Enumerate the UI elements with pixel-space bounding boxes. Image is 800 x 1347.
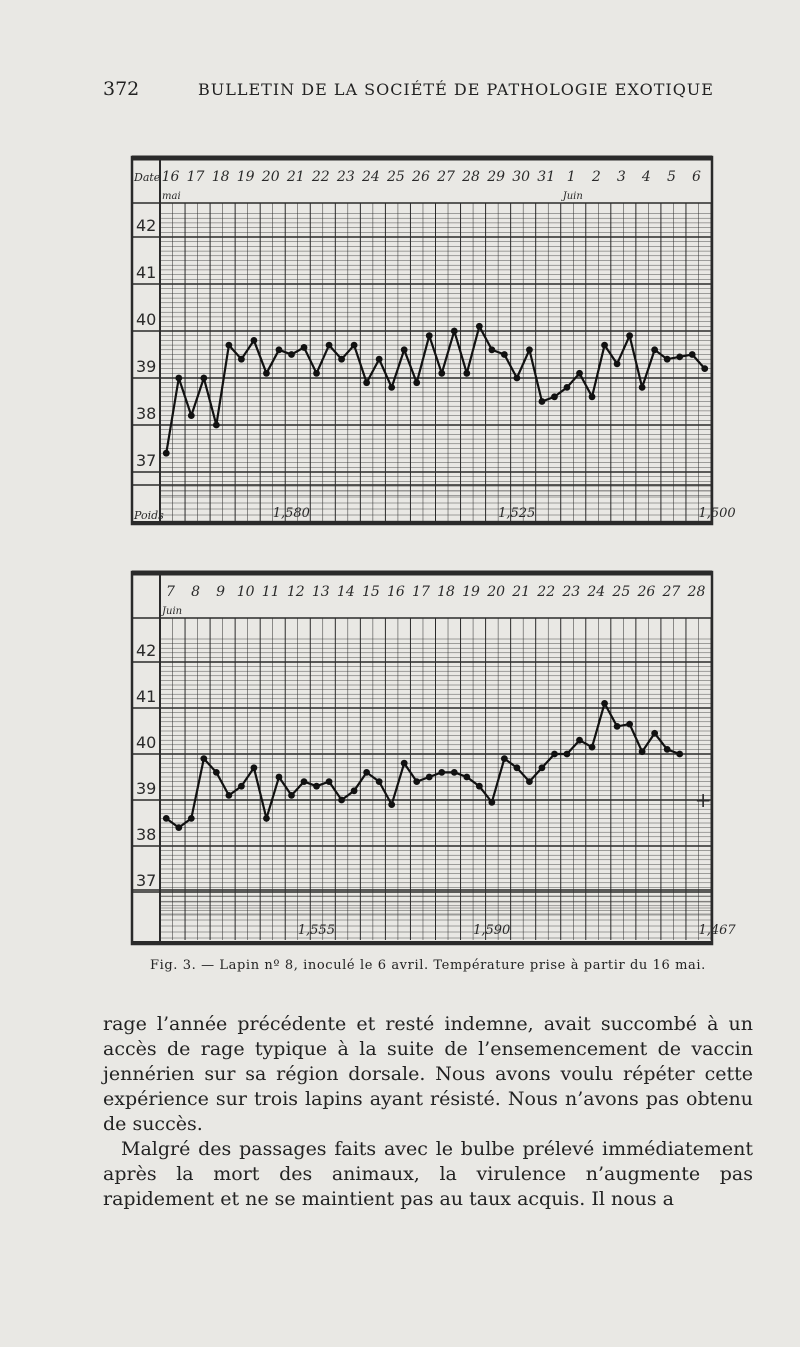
temperature-point <box>589 393 596 400</box>
date-label: 16 <box>387 584 405 600</box>
date-label: 28 <box>687 584 706 600</box>
weight-value: 1,525 <box>498 506 536 521</box>
temperature-point <box>676 751 683 758</box>
chart-frame <box>132 572 712 944</box>
temperature-point <box>626 721 633 728</box>
date-label: 13 <box>311 584 330 600</box>
date-label: 2 <box>591 169 601 185</box>
date-label: 8 <box>191 584 201 600</box>
temperature-point <box>701 365 708 372</box>
temperature-point <box>301 344 308 351</box>
date-label: 7 <box>166 584 175 600</box>
date-label: 5 <box>666 169 676 185</box>
date-label: 14 <box>336 584 355 600</box>
temperature-point <box>576 370 583 377</box>
y-tick-label: 41 <box>136 263 157 282</box>
temperature-point <box>689 351 696 358</box>
date-label: 27 <box>437 169 455 185</box>
temperature-point <box>376 356 383 363</box>
temperature-point <box>200 755 207 762</box>
temperature-chart-2 <box>130 570 736 946</box>
temperature-point <box>225 792 232 799</box>
temperature-point <box>225 342 232 349</box>
temperature-point <box>413 379 420 386</box>
body-paragraph: Malgré des passages faits avec le bulbe prélevé immédiatement après la mort des animaux, la virulence n’augmente pas rapidement et ne se maintient pas au taux acquis. Il nous a <box>103 1138 753 1210</box>
temperature-point <box>551 393 558 400</box>
temperature-point <box>513 764 520 771</box>
date-label: 16 <box>161 169 180 185</box>
temperature-point <box>338 797 345 804</box>
temperature-point <box>501 755 508 762</box>
date-label: 27 <box>662 584 681 600</box>
date-label: 1 <box>566 169 576 185</box>
date-label: 10 <box>236 584 255 600</box>
y-tick-label: 38 <box>136 404 157 423</box>
body-paragraph: rage l’année précédente et resté indemne, avait succombé à un accès de rage typique à la suite de l’ensemencement de vaccin jennérien sur sa région dorsale. Nous avons voulu répéter cette expérience sur trois lapins ayant résisté. Nous n’avons pas obtenu de succès. <box>103 1013 753 1135</box>
body-text <box>103 1012 753 1212</box>
temperature-point <box>438 769 445 776</box>
temperature-point <box>451 328 458 335</box>
date-label: 18 <box>437 584 455 600</box>
temperature-point <box>388 801 395 808</box>
date-label: 26 <box>412 169 430 185</box>
date-label: 6 <box>692 169 701 185</box>
temperature-point <box>313 783 320 790</box>
temperature-point <box>488 799 495 806</box>
temperature-point <box>463 370 470 377</box>
temperature-point <box>626 332 633 339</box>
date-label: 18 <box>211 169 230 185</box>
y-tick-label: 42 <box>136 641 157 660</box>
temperature-point <box>551 751 558 758</box>
temperature-point <box>163 450 170 457</box>
temperature-point <box>426 774 433 781</box>
temperature-point <box>451 769 458 776</box>
date-row-label: Date <box>134 171 161 184</box>
temperature-point <box>639 748 646 755</box>
y-tick-label: 40 <box>136 733 157 752</box>
temperature-point <box>413 778 420 785</box>
date-label: 11 <box>261 584 280 600</box>
temperature-point <box>614 361 621 368</box>
temperature-point <box>163 815 170 822</box>
date-label: 20 <box>487 584 506 600</box>
temperature-point <box>175 375 182 382</box>
temperature-point <box>351 342 358 349</box>
temperature-point <box>576 737 583 744</box>
y-tick-label: 42 <box>136 216 157 235</box>
weight-value: 1,467 <box>698 923 736 938</box>
weight-value: 1,500 <box>698 506 736 521</box>
y-tick-label: 37 <box>136 871 157 890</box>
temperature-point <box>263 370 270 377</box>
temperature-point <box>213 769 220 776</box>
temperature-point <box>526 778 533 785</box>
date-label: 17 <box>186 169 205 185</box>
temperature-point <box>463 774 470 781</box>
death-mark: + <box>694 788 712 812</box>
chart-svg <box>130 155 736 526</box>
temperature-point <box>601 700 608 707</box>
temperature-point <box>401 346 408 353</box>
temperature-point <box>664 746 671 753</box>
date-label: 31 <box>537 169 556 185</box>
temperature-point <box>188 815 195 822</box>
date-label: 4 <box>641 169 651 185</box>
temperature-point <box>614 723 621 730</box>
temperature-chart-1 <box>130 155 736 526</box>
temperature-point <box>200 375 207 382</box>
temperature-point <box>488 346 495 353</box>
temperature-point <box>313 370 320 377</box>
y-tick-label: 39 <box>136 779 157 798</box>
temperature-point <box>363 769 370 776</box>
temperature-point <box>276 774 283 781</box>
date-label: 15 <box>361 584 380 600</box>
temperature-point <box>288 792 295 799</box>
temperature-point <box>175 824 182 831</box>
date-label: 17 <box>412 584 430 600</box>
temperature-point <box>676 353 683 360</box>
weight-value: 1,555 <box>297 923 335 938</box>
date-label: 23 <box>336 169 355 185</box>
date-label: 25 <box>387 169 405 185</box>
temperature-point <box>539 398 546 405</box>
temperature-point <box>639 384 646 391</box>
temperature-point <box>301 778 308 785</box>
temperature-point <box>388 384 395 391</box>
y-tick-label: 38 <box>136 825 157 844</box>
running-header <box>0 78 800 108</box>
date-label: 21 <box>286 169 305 185</box>
temperature-point <box>338 356 345 363</box>
temperature-point <box>601 342 608 349</box>
date-label: 28 <box>462 169 480 185</box>
page-number: 372 <box>103 78 140 100</box>
temperature-point <box>251 337 258 344</box>
date-label: 26 <box>637 584 656 600</box>
date-label: 3 <box>616 169 626 185</box>
temperature-point <box>438 370 445 377</box>
date-label: 24 <box>361 169 380 185</box>
y-tick-label: 41 <box>136 687 157 706</box>
temperature-point <box>276 346 283 353</box>
date-label: 23 <box>562 584 581 600</box>
temperature-point <box>513 375 520 382</box>
date-label: 22 <box>311 169 330 185</box>
month-note: Juin <box>162 606 183 617</box>
temperature-point <box>213 422 220 429</box>
month-note: mai <box>162 191 181 202</box>
temperature-point <box>651 730 658 737</box>
weight-row-label: Poids <box>134 509 164 522</box>
date-label: 20 <box>261 169 280 185</box>
temperature-point <box>363 379 370 386</box>
date-label: 29 <box>487 169 506 185</box>
temperature-point <box>351 787 358 794</box>
temperature-point <box>564 384 571 391</box>
temperature-point <box>564 751 571 758</box>
temperature-point <box>288 351 295 358</box>
temperature-point <box>326 342 333 349</box>
temperature-point <box>526 346 533 353</box>
weight-value: 1,580 <box>272 506 310 521</box>
chart-svg <box>130 570 736 946</box>
temperature-point <box>589 744 596 751</box>
date-label: 19 <box>462 584 480 600</box>
temperature-point <box>238 783 245 790</box>
date-label: 25 <box>612 584 631 600</box>
y-tick-label: 37 <box>136 451 157 470</box>
temperature-point <box>476 323 483 330</box>
temperature-point <box>539 764 546 771</box>
date-label: 12 <box>286 584 305 600</box>
temperature-point <box>238 356 245 363</box>
temperature-point <box>501 351 508 358</box>
date-label: 19 <box>236 169 255 185</box>
month-note: Juin <box>562 191 583 202</box>
temperature-point <box>476 783 483 790</box>
date-label: 21 <box>512 584 531 600</box>
date-label: 9 <box>216 584 226 600</box>
temperature-point <box>263 815 270 822</box>
date-label: 24 <box>587 584 606 600</box>
running-title: BULLETIN DE LA SOCIÉTÉ DE PATHOLOGIE EXOTIQUE <box>198 80 714 99</box>
temperature-point <box>251 764 258 771</box>
temperature-point <box>426 332 433 339</box>
weight-value: 1,590 <box>473 923 511 938</box>
temperature-point <box>326 778 333 785</box>
date-label: 30 <box>512 169 531 185</box>
figure-caption: Fig. 3. — Lapin nº 8, inoculé le 6 avril. Température prise à partir du 16 mai. <box>150 958 706 973</box>
temperature-point <box>188 412 195 419</box>
temperature-point <box>651 346 658 353</box>
date-label: 22 <box>537 584 556 600</box>
chart-grid <box>160 203 711 523</box>
temperature-point <box>664 356 671 363</box>
temperature-point <box>376 778 383 785</box>
temperature-point <box>401 760 408 767</box>
y-tick-label: 40 <box>136 310 157 329</box>
y-tick-label: 39 <box>136 357 157 376</box>
